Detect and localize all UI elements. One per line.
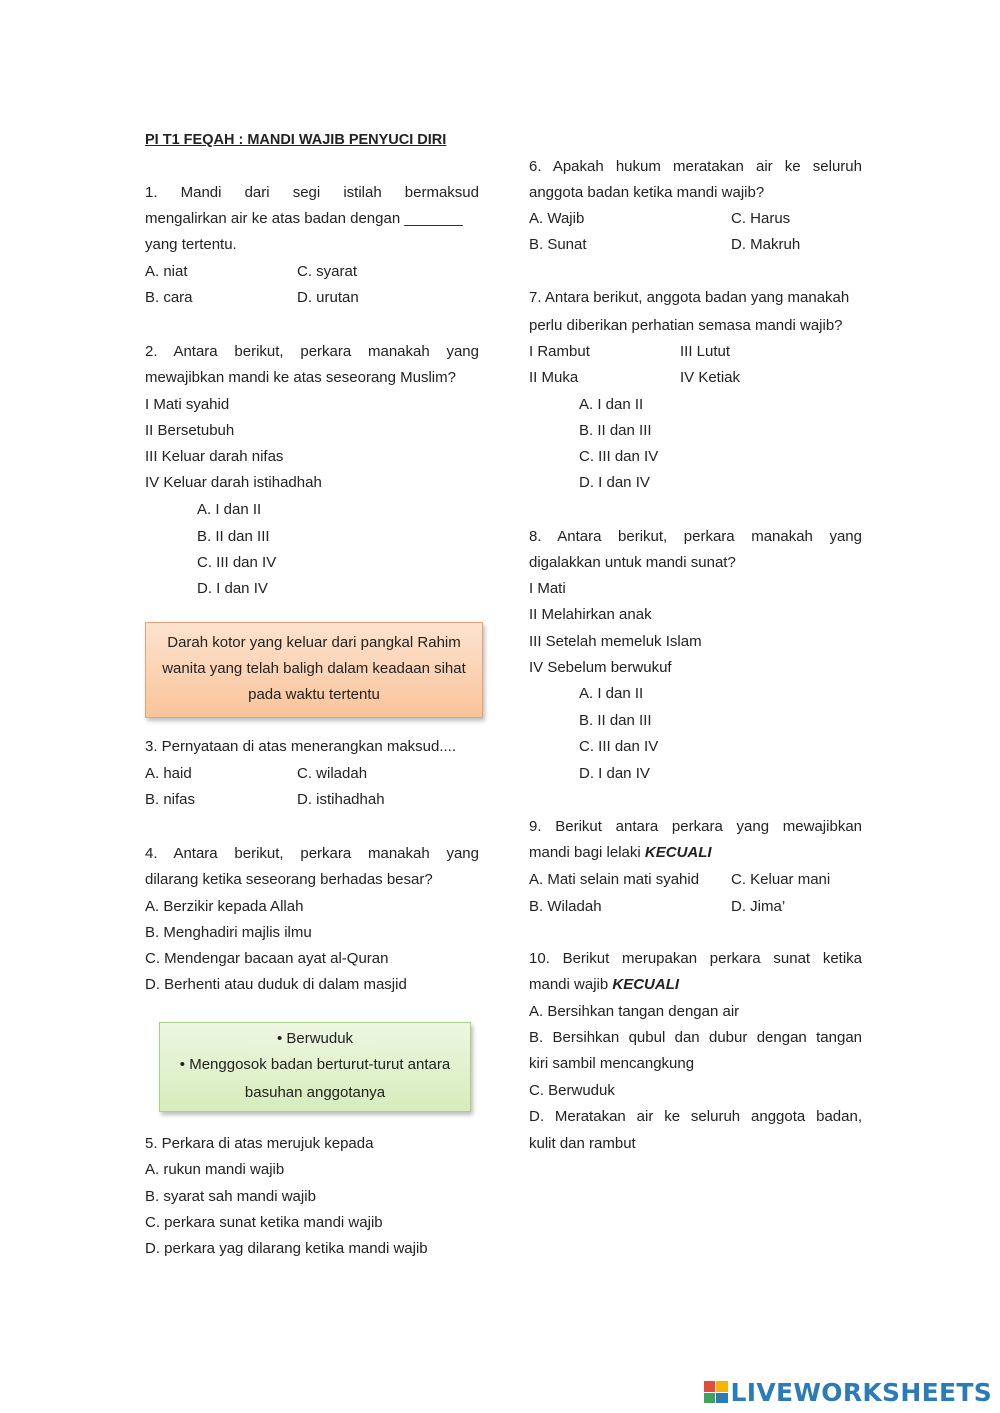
q3-option-d[interactable]: D. istihadhah: [297, 791, 385, 808]
rukun-line3: basuhan anggotanya: [244, 1084, 386, 1101]
q6-option-b[interactable]: B. Sunat: [529, 236, 587, 253]
q1-option-b[interactable]: B. cara: [145, 289, 193, 306]
q4-line1: 4. Antara berikut, perkara manakah yang: [145, 845, 479, 862]
q5-option-a[interactable]: A. rukun mandi wajib: [145, 1161, 285, 1178]
q10-line2: [529, 975, 679, 995]
q1-option-c[interactable]: C. syarat: [297, 263, 358, 280]
q2-item-iv: IV Keluar darah istihadhah: [145, 474, 322, 491]
q8-item-ii: II Melahirkan anak: [529, 606, 652, 623]
rukun-line2: • Menggosok badan berturut-turut antara: [179, 1056, 451, 1073]
q1-line2: mengalirkan air ke atas badan dengan _______: [145, 210, 463, 227]
q5-option-c[interactable]: C. perkara sunat ketika mandi wajib: [145, 1214, 383, 1231]
q8-item-i: I Mati: [529, 580, 566, 597]
q3-line1: 3. Pernyataan di atas menerangkan maksud....: [145, 738, 457, 755]
q5-option-d[interactable]: D. perkara yag dilarang ketika mandi wajib: [145, 1240, 428, 1257]
q10-option-a[interactable]: A. Bersihkan tangan dengan air: [529, 1003, 740, 1020]
q1-line1: 1. Mandi dari segi istilah bermaksud: [145, 184, 479, 201]
q10-kecuali: KECUALI: [612, 976, 680, 993]
q3-option-b[interactable]: B. nifas: [145, 791, 196, 808]
definition-line1: Darah kotor yang keluar dari pangkal Rahim: [167, 634, 461, 651]
q9-line1: 9. Berikut antara perkara yang mewajibkan: [529, 818, 862, 835]
q10-line2-text: mandi wajib: [529, 976, 613, 993]
q8-item-iv: IV Sebelum berwukuf: [529, 659, 672, 676]
q10-line1: 10. Berikut merupakan perkara sunat ketika: [529, 950, 862, 967]
q7-line1: 7. Antara berikut, anggota badan yang manakah: [529, 289, 850, 306]
rukun-line1: • Berwuduk: [276, 1030, 354, 1047]
q10-option-d-cont[interactable]: kulit dan rambut: [529, 1135, 636, 1152]
liveworksheets-logo[interactable]: [704, 1377, 992, 1407]
q9-option-a[interactable]: A. Mati selain mati syahid: [529, 871, 700, 888]
q9-kecuali: KECUALI: [644, 844, 712, 861]
q2-option-d[interactable]: D. I dan IV: [197, 580, 268, 597]
q7-option-d[interactable]: D. I dan IV: [579, 474, 650, 491]
q1-option-a[interactable]: A. niat: [145, 263, 188, 280]
q1-line3: yang tertentu.: [145, 236, 237, 253]
q8-line2: digalakkan untuk mandi sunat?: [529, 554, 736, 571]
q10-option-b-cont[interactable]: kiri sambil mencangkung: [529, 1055, 695, 1072]
q9-option-b[interactable]: B. Wiladah: [529, 898, 602, 915]
q4-line2: dilarang ketika seseorang berhadas besar?: [145, 871, 433, 888]
q8-line1: 8. Antara berikut, perkara manakah yang: [529, 528, 862, 545]
q8-option-d[interactable]: D. I dan IV: [579, 765, 650, 782]
q4-option-c[interactable]: C. Mendengar bacaan ayat al-Quran: [145, 950, 389, 967]
page-title: PI T1 FEQAH : MANDI WAJIB PENYUCI DIRI: [145, 132, 447, 148]
q9-line2-text: mandi bagi lelaki: [529, 844, 645, 861]
q2-item-iii: III Keluar darah nifas: [145, 448, 284, 465]
q6-line2: anggota badan ketika mandi wajib?: [529, 184, 765, 201]
q6-option-c[interactable]: C. Harus: [731, 210, 791, 227]
liveworksheets-logo-icon: [704, 1381, 728, 1403]
q2-option-a[interactable]: A. I dan II: [197, 501, 262, 518]
q2-option-c[interactable]: C. III dan IV: [197, 554, 277, 571]
q10-option-b[interactable]: B. Bersihkan qubul dan dubur dengan tangan: [529, 1029, 862, 1046]
q4-option-d[interactable]: D. Berhenti atau duduk di dalam masjid: [145, 976, 407, 993]
q2-option-b[interactable]: B. II dan III: [197, 528, 270, 545]
q6-line1: 6. Apakah hukum meratakan air ke seluruh: [529, 158, 862, 175]
q7-item-i: I Rambut: [529, 343, 590, 360]
q7-option-c[interactable]: C. III dan IV: [579, 448, 659, 465]
definition-line2: wanita yang telah baligh dalam keadaan sihat: [162, 660, 466, 677]
rukun-box: [159, 1022, 471, 1112]
q8-option-a[interactable]: A. I dan II: [579, 685, 644, 702]
q9-option-c[interactable]: C. Keluar mani: [731, 871, 831, 888]
liveworksheets-logo-text: LIVEWORKSHEETS: [730, 1377, 992, 1407]
q7-item-iv: IV Ketiak: [680, 369, 741, 386]
q4-option-a[interactable]: A. Berzikir kepada Allah: [145, 898, 304, 915]
q4-option-b[interactable]: B. Menghadiri majlis ilmu: [145, 924, 312, 941]
q9-line2: [529, 843, 712, 863]
q2-line2: mewajibkan mandi ke atas seseorang Muslim?: [145, 369, 456, 386]
definition-line3: pada waktu tertentu: [248, 686, 380, 703]
q1-option-d[interactable]: D. urutan: [297, 289, 359, 306]
definition-box: [145, 622, 483, 718]
q7-option-a[interactable]: A. I dan II: [579, 396, 644, 413]
q8-option-c[interactable]: C. III dan IV: [579, 738, 659, 755]
q2-line1: 2. Antara berikut, perkara manakah yang: [145, 343, 479, 360]
q3-option-a[interactable]: A. haid: [145, 765, 192, 782]
q2-item-i: I Mati syahid: [145, 396, 230, 413]
q10-option-d[interactable]: D. Meratakan air ke seluruh anggota badan,: [529, 1108, 862, 1125]
q10-option-c[interactable]: C. Berwuduk: [529, 1082, 615, 1099]
q8-item-iii: III Setelah memeluk Islam: [529, 633, 702, 650]
q2-item-ii: II Bersetubuh: [145, 422, 235, 439]
q5-option-b[interactable]: B. syarat sah mandi wajib: [145, 1188, 316, 1205]
q7-line2: perlu diberikan perhatian semasa mandi wajib?: [529, 317, 843, 334]
q8-option-b[interactable]: B. II dan III: [579, 712, 652, 729]
q7-option-b[interactable]: B. II dan III: [579, 422, 652, 439]
q3-option-c[interactable]: C. wiladah: [297, 765, 368, 782]
q6-option-d[interactable]: D. Makruh: [731, 236, 801, 253]
q6-option-a[interactable]: A. Wajib: [529, 210, 585, 227]
q5-line1: 5. Perkara di atas merujuk kepada: [145, 1135, 374, 1152]
q9-option-d[interactable]: D. Jima’: [731, 898, 786, 915]
q7-item-iii: III Lutut: [680, 343, 731, 360]
q7-item-ii: II Muka: [529, 369, 579, 386]
